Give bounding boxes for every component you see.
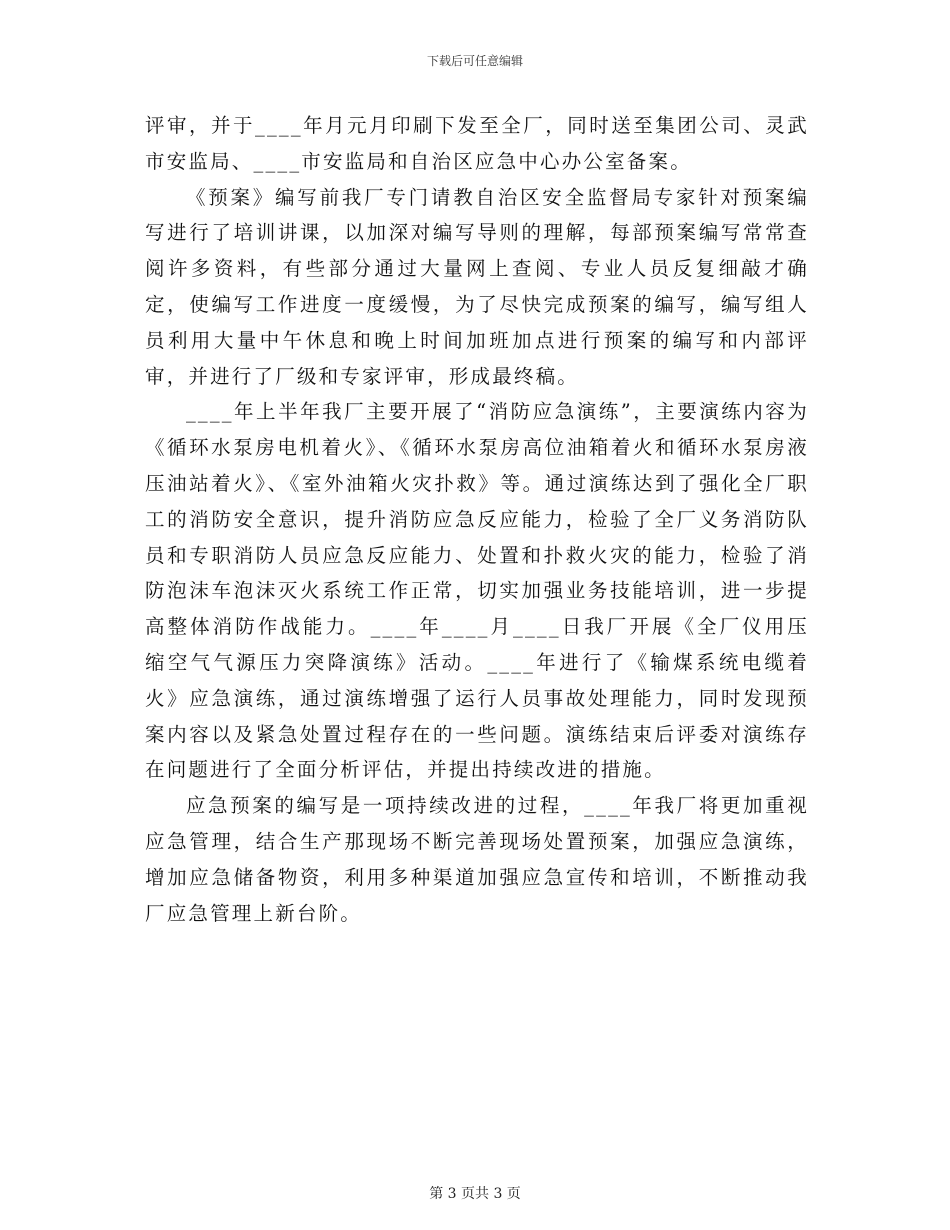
paragraph-1: 评审，并于____年月元月印刷下发至全厂，同时送至集团公司、灵武市安监局、____市安监局和自治区应急中心办公室备案。	[145, 114, 809, 173]
paragraph-3: ____年上半年我厂主要开展了“消防应急演练”，主要演练内容为《循环水泵房电机着火》、《循环水泵房高位油箱着火和循环水泵房液压油站着火》、《室外油箱火灾扑救》等。通过演练达到了强化全厂职工的消防安全意识，提升消防应急反应能力，检验了全厂义务消防队员和专职消防人员应急反应能力、处置和扑救火灾的能力，检验了消防泡沫车泡沫灭火系统工作正常，切实加强业务技能培训，进一步提高整体消防作战能力。____年____月____日我厂开展《全厂仪用压缩空气气源压力突降演练》活动。____年进行了《输煤系统电缆着火》应急演练，通过演练增强了运行人员事故处理能力，同时发现预案内容以及紧急处置过程存在的一些问题。演练结束后评委对演练存在问题进行了全面分析评估，并提出持续改进的措施。	[145, 400, 809, 782]
document-body	[145, 108, 809, 931]
page-number-footer: 第 3 页共 3 页	[429, 1186, 521, 1202]
paragraph-4: 应急预案的编写是一项持续改进的过程，____年我厂将更加重视应急管理，结合生产那现场不断完善现场处置预案，加强应急演练，增加应急储备物资，利用多种渠道加强应急宣传和培训，不断推动我厂应急管理上新台阶。	[145, 794, 809, 925]
page-header: 下载后可任意编辑	[426, 54, 523, 68]
paragraph-2: 《预案》编写前我厂专门请教自治区安全监督局专家针对预案编写进行了培训讲课，以加深对编写导则的理解，每部预案编写常常查阅许多资料，有些部分通过大量网上查阅、专业人员反复细敲才确定，使编写工作进度一度缓慢，为了尽快完成预案的编写，编写组人员利用大量中午休息和晚上时间加班加点进行预案的编写和内部评审，并进行了厂级和专家评审，形成最终稿。	[145, 185, 809, 388]
